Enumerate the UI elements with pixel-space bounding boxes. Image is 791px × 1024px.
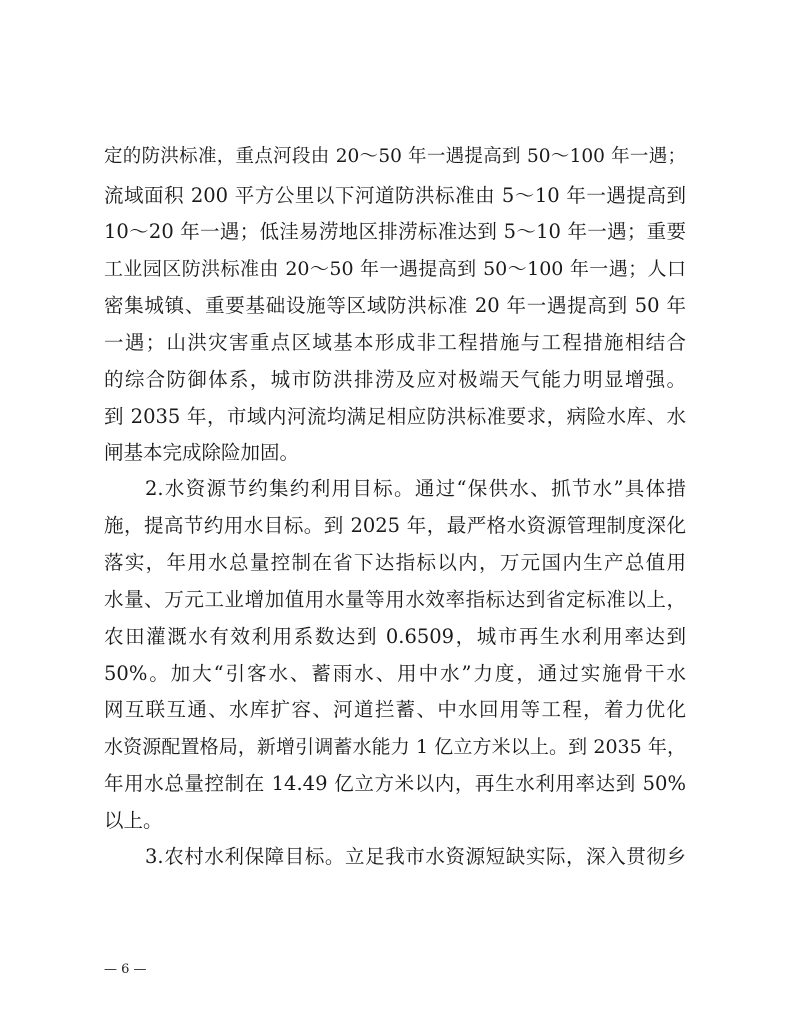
text-line-15: 50%。加大“引客水、蓄雨水、用中水”力度，通过实施骨干水 xyxy=(104,662,686,685)
text-line-18: 年用水总量控制在 14.49 亿立方米以内，再生水利用率达到 50% xyxy=(104,772,686,795)
text-line-16: 网互联互通、水库扩容、河道拦蓄、中水回用等工程，着力优化 xyxy=(104,698,686,721)
text-line-14: 农田灌溉水有效利用系数达到 0.6509，城市再生水利用率达到 xyxy=(104,625,686,648)
text-line-7: 的综合防御体系，城市防洪排涝及应对极端天气能力明显增强。 xyxy=(104,368,686,391)
text-line-2: 流域面积 200 平方公里以下河道防洪标准由 5～10 年一遇提高到 xyxy=(104,184,686,207)
text-line-5: 密集城镇、重要基础设施等区域防洪标准 20 年一遇提高到 50 年 xyxy=(104,294,686,317)
text-line-8: 到 2035 年，市域内河流均满足相应防洪标准要求，病险水库、水 xyxy=(104,405,686,428)
text-line-20: 3.农村水利保障目标。立足我市水资源短缺实际，深入贯彻乡 xyxy=(145,845,686,868)
text-line-1: 定的防洪标准，重点河段由 20～50 年一遇提高到 50～100 年一遇； xyxy=(104,146,686,167)
text-line-12: 落实，年用水总量控制在省下达指标以内，万元国内生产总值用 xyxy=(104,551,686,574)
text-line-10: 2.水资源节约集约利用目标。通过“保供水、抓节水”具体措 xyxy=(145,477,686,500)
text-line-9: 闸基本完成除险加固。 xyxy=(104,441,300,464)
text-line-19: 以上。 xyxy=(104,809,163,832)
text-line-17: 水资源配置格局，新增引调蓄水能力 1 亿立方米以上。到 2035 年， xyxy=(104,736,686,758)
text-line-11: 施，提高节约用水目标。到 2025 年，最严格水资源管理制度深化 xyxy=(104,514,686,537)
text-line-4: 工业园区防洪标准由 20～50 年一遇提高到 50～100 年一遇；人口 xyxy=(104,258,686,280)
text-line-3: 10～20 年一遇；低洼易涝地区排涝标准达到 5～10 年一遇；重要 xyxy=(104,220,686,243)
text-line-13: 水量、万元工业增加值用水量等用水效率指标达到省定标准以上， xyxy=(104,588,686,611)
text-line-6: 一遇；山洪灾害重点区域基本形成非工程措施与工程措施相结合 xyxy=(104,331,686,354)
page-number: — 6 — xyxy=(104,962,147,977)
